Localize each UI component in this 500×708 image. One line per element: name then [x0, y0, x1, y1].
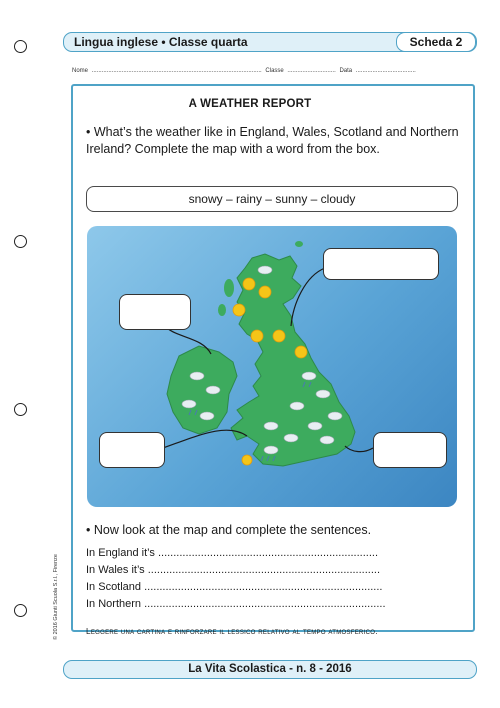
name-label: Nome: [72, 68, 89, 74]
learning-goal-note: Leggere una cartina e rinforzare il lessico relativo al tempo atmosferico.: [86, 627, 378, 636]
sun-icon: [251, 330, 263, 342]
sun-icon: [233, 304, 245, 316]
cloud-icon: [264, 446, 278, 454]
island: [218, 304, 226, 316]
ireland-landmass: [167, 346, 237, 434]
sun-icon: [295, 346, 307, 358]
word-box: snowy – rainy – sunny – cloudy: [86, 186, 458, 212]
cloud-icon: [258, 266, 272, 274]
sun-icon: [243, 278, 255, 290]
question-1: • What’s the weather like in England, Wales, Scotland and Northern Ireland? Complete the map with a word from the box.: [86, 125, 459, 156]
cloud-icon: [206, 386, 220, 394]
answer-box-england[interactable]: [373, 432, 447, 468]
sentence-wales[interactable]: In Wales it’s ............................................................................: [86, 564, 381, 576]
date-label: Data: [339, 68, 353, 74]
sun-icon: [259, 286, 271, 298]
binder-hole: [14, 403, 27, 416]
subject-label: Lingua inglese • Classe quarta: [74, 35, 248, 49]
cloud-icon: [316, 390, 330, 398]
sun-icon: [242, 455, 252, 465]
weather-map: [87, 226, 457, 507]
cloud-icon: [302, 372, 316, 380]
binder-hole: [14, 235, 27, 248]
footer-bar: La Vita Scolastica - n. 8 - 2016: [63, 660, 477, 679]
date-field[interactable]: ....................................: [355, 68, 416, 74]
answer-box-scotland[interactable]: [323, 248, 439, 280]
cloud-icon: [290, 402, 304, 410]
sheet-badge: Scheda 2: [396, 32, 476, 52]
sentence-northern-ireland[interactable]: In Northern ...............................................................................: [86, 598, 386, 610]
cloud-icon: [182, 400, 196, 408]
binder-hole: [14, 604, 27, 617]
copyright-text: © 2016 Giunti Scuola S.r.l., Firenze: [53, 554, 59, 640]
cloud-icon: [284, 434, 298, 442]
class-label: Classe: [265, 68, 284, 74]
cloud-icon: [200, 412, 214, 420]
island: [295, 241, 303, 247]
cloud-icon: [328, 412, 342, 420]
header-bar: [63, 32, 477, 52]
class-field[interactable]: .............................: [287, 68, 336, 74]
answer-box-wales[interactable]: [99, 432, 165, 468]
page-title: A WEATHER REPORT: [188, 98, 312, 110]
island: [224, 279, 234, 297]
cloud-icon: [320, 436, 334, 444]
sentence-england[interactable]: In England it’s ........................................................................: [86, 547, 378, 559]
name-row: [72, 68, 418, 74]
arrow-england: [345, 446, 373, 452]
cloud-icon: [308, 422, 322, 430]
question-2: • Now look at the map and complete the sentences.: [86, 523, 372, 537]
sentence-scotland[interactable]: In Scotland ..............................................................................: [86, 581, 383, 593]
sun-icon: [273, 330, 285, 342]
answer-box-ireland[interactable]: [119, 294, 191, 330]
name-field[interactable]: ......................................................................................................: [91, 68, 262, 74]
cloud-icon: [264, 422, 278, 430]
arrow-scotland: [291, 268, 325, 326]
cloud-icon: [190, 372, 204, 380]
binder-hole: [14, 40, 27, 53]
